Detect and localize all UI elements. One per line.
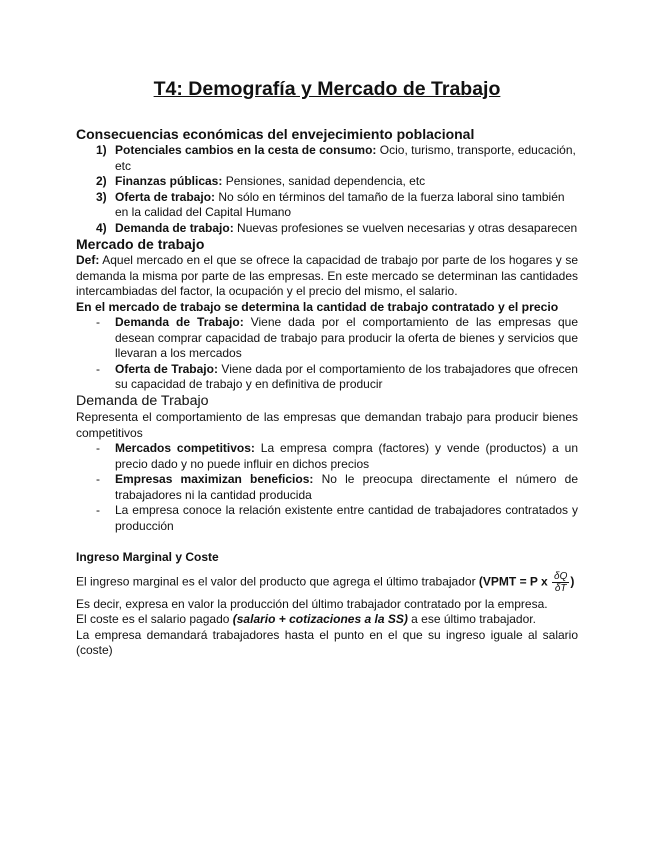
item-label: Empresas maximizan beneficios: bbox=[115, 472, 314, 487]
item-number: 2) bbox=[96, 174, 107, 189]
ingreso-line-1-text: El ingreso marginal es el valor del producto que agrega el último trabajador bbox=[76, 574, 479, 589]
item-label: Demanda de Trabajo: bbox=[115, 315, 244, 329]
section-heading-demanda: Demanda de Trabajo bbox=[76, 393, 209, 409]
def-label: Def: bbox=[76, 253, 100, 267]
partial-derivative-fraction bbox=[552, 571, 569, 594]
item-label: Potenciales cambios en la cesta de consumo: bbox=[115, 143, 377, 157]
section-heading-ingreso: Ingreso Marginal y Coste bbox=[76, 550, 219, 564]
item-label: Oferta de trabajo: bbox=[115, 189, 216, 204]
line3-bold: (salario + cotizaciones a la SS) bbox=[232, 612, 408, 626]
dash-bullet: - bbox=[96, 472, 100, 487]
item-label: Finanzas públicas: bbox=[115, 174, 223, 189]
section-ingreso bbox=[76, 550, 578, 659]
page-title: T4: Demografía y Mercado de Trabajo bbox=[153, 78, 501, 100]
fraction-denominator: δT bbox=[554, 582, 567, 594]
dash-bullet: - bbox=[96, 315, 100, 329]
section-mercado bbox=[76, 236, 578, 393]
line3-post: a ese último trabajador. bbox=[407, 612, 536, 626]
section-heading-mercado: Mercado de trabajo bbox=[76, 236, 205, 252]
definition-paragraph bbox=[76, 253, 578, 300]
demanda-intro: Representa el comportamiento de las empresas que demandan trabajo para producir bienes competitivos bbox=[76, 410, 578, 440]
item-text: Ocio, turismo, transporte, educación, etc bbox=[115, 143, 576, 173]
item-text: No sólo en términos del tamaño de la fuerza laboral sino también en la calidad del Capital Humano bbox=[115, 189, 565, 220]
fraction-numerator: δQ bbox=[554, 570, 568, 582]
item-text: Viene dada por el comportamiento de las empresas que desean comprar capacidad de trabajo para producir la oferta de bienes y servicios que llevaran a los mercados bbox=[115, 315, 578, 361]
mercado-list bbox=[76, 315, 578, 393]
list-item bbox=[76, 315, 578, 362]
list-item bbox=[76, 143, 578, 174]
item-number: 1) bbox=[96, 143, 107, 157]
item-label: Oferta de Trabajo: bbox=[115, 361, 218, 376]
formula-prefix: (VPMT = P x bbox=[478, 574, 552, 589]
item-number: 3) bbox=[96, 189, 107, 204]
list-item bbox=[76, 221, 578, 237]
list-item bbox=[76, 441, 578, 472]
dash-bullet: - bbox=[96, 441, 100, 455]
item-text: La empresa compra (factores) y vende (productos) a un precio dado y no puede influir en dichos precios bbox=[115, 441, 578, 471]
dash-bullet: - bbox=[96, 503, 100, 518]
ingreso-line-3 bbox=[76, 612, 578, 628]
line3-pre: El coste es el salario pagado bbox=[76, 612, 233, 626]
item-number: 4) bbox=[96, 220, 107, 235]
consecuencias-list bbox=[76, 143, 578, 237]
section-consecuencias bbox=[76, 126, 578, 237]
section-demanda bbox=[76, 393, 578, 535]
item-text: No le preocupa directamente el número de trabajadores ni la cantidad producida bbox=[115, 472, 578, 502]
ingreso-line-2: Es decir, expresa en valor la producción del último trabajador contratado por la empresa. bbox=[76, 596, 548, 611]
item-label: Mercados competitivos: bbox=[115, 441, 255, 455]
mercado-subheading: En el mercado de trabajo se determina la cantidad de trabajo contratado y el precio bbox=[76, 299, 559, 314]
demanda-list bbox=[76, 441, 578, 535]
item-text: La empresa conoce la relación existente entre cantidad de trabajadores contratados y producción bbox=[115, 503, 578, 533]
ingreso-line-4: La empresa demandará trabajadores hasta el punto en el que su ingreso iguale al salario (coste) bbox=[76, 627, 578, 657]
list-item bbox=[76, 174, 578, 190]
item-text: Viene dada por el comportamiento de los trabajadores que ofrecen su capacidad de trabajo y en definitiva de producir bbox=[115, 361, 578, 392]
ingreso-line-1 bbox=[76, 571, 578, 594]
section-heading-consecuencias: Consecuencias económicas del envejecimiento poblacional bbox=[76, 126, 475, 142]
item-label: Demanda de trabajo: bbox=[115, 220, 234, 235]
list-item bbox=[76, 362, 578, 393]
list-item bbox=[76, 503, 578, 534]
list-item bbox=[76, 190, 578, 221]
list-item bbox=[76, 472, 578, 503]
formula-suffix: ) bbox=[570, 574, 575, 589]
item-text: Pensiones, sanidad dependencia, etc bbox=[222, 174, 426, 189]
item-text: Nuevas profesiones se vuelven necesarias y otras desaparecen bbox=[233, 220, 578, 235]
dash-bullet: - bbox=[96, 361, 100, 376]
def-text: Aquel mercado en el que se ofrece la capacidad de trabajo por parte de los hogares y se demanda la misma por parte de las empresas. En este mercado se determinan las cantidades intercambiadas del factor, la ocupación y el precio del mismo, el salario. bbox=[76, 253, 578, 298]
